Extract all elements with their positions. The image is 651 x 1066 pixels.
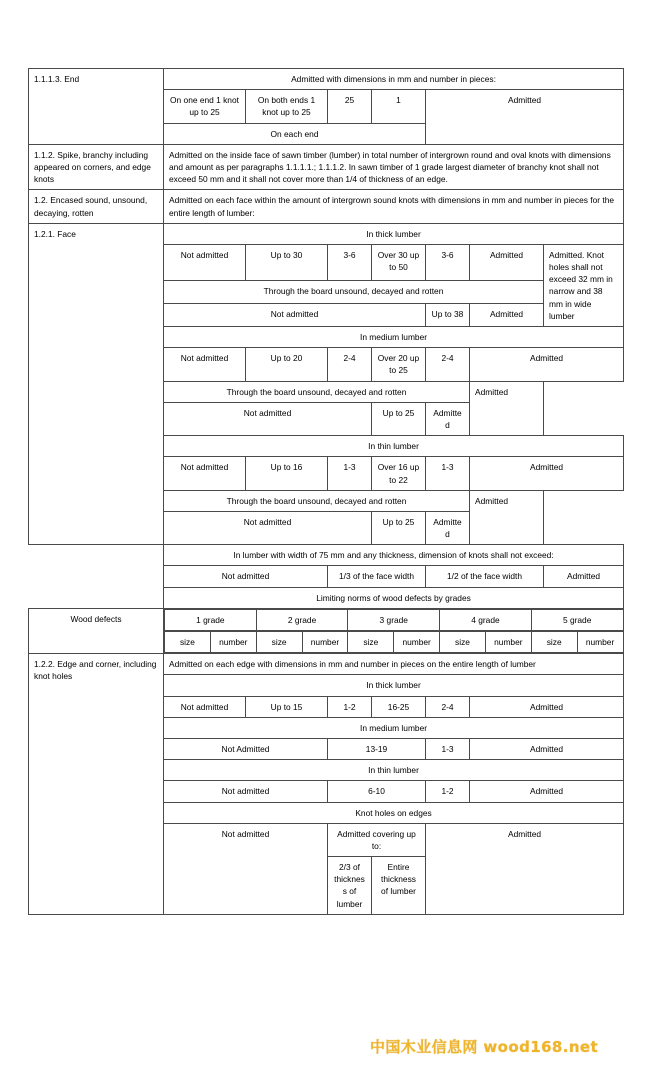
row-label-encased: 1.2. Encased sound, unsound, decaying, rotten <box>29 190 164 223</box>
table-row <box>165 609 624 630</box>
face-medium-4: 2-4 <box>426 348 470 381</box>
table-row <box>29 223 624 244</box>
edge-knotholes-header: Knot holes on edges <box>164 802 624 823</box>
grades-row-wrapper <box>164 608 624 631</box>
edge-knotholes-right: Admitted <box>426 823 624 914</box>
face-thick-through-1: Up to 38 <box>426 304 470 327</box>
edge-thick-header: In thick lumber <box>164 675 624 696</box>
wood-defects-label: Wood defects <box>29 608 164 653</box>
face-thin-0: Not admitted <box>164 457 246 490</box>
edge-medium-1: 13-19 <box>328 738 426 759</box>
edge-knotholes-a: 2/3 of thickness of lumber <box>328 857 372 915</box>
face-thin-3: Over 16 up to 22 <box>372 457 426 490</box>
row-label-face: 1.2.1. Face <box>29 223 164 545</box>
table-row <box>29 587 624 608</box>
edge-thick-5: Admitted <box>470 696 624 717</box>
grade-2: 2 grade <box>256 609 348 630</box>
grade-sub-0: size <box>165 632 211 653</box>
row-label-end: 1.1.1.3. End <box>29 69 164 145</box>
table-row <box>29 654 624 675</box>
encased-description: Admitted on each face within the amount of intergrown sound knots with dimensions in mm and number in pieces for the entire length of lumber: <box>164 190 624 223</box>
grade-sub-2: size <box>256 632 302 653</box>
grade-sub-9: number <box>577 632 623 653</box>
grades-header: Limiting norms of wood defects by grades <box>164 587 624 608</box>
table-row <box>29 190 624 223</box>
face-width75-1: 1/3 of the face width <box>328 566 426 587</box>
table-row <box>29 545 624 566</box>
face-thick-header: In thick lumber <box>164 223 624 244</box>
face-thin-through-1: Up to 25 <box>372 511 426 544</box>
edge-medium-2: 1-3 <box>426 738 470 759</box>
face-label-spacer <box>29 545 164 587</box>
face-medium-through-header: Through the board unsound, decayed and rotten <box>164 381 470 402</box>
edge-knotholes-b: Entire thickness of lumber <box>372 857 426 915</box>
grade-sub-4: size <box>348 632 394 653</box>
site-watermark <box>370 1036 598 1057</box>
edge-knotholes-left: Not admitted <box>164 823 328 914</box>
end-on-each-end: On each end <box>164 123 426 144</box>
grade-4: 4 grade <box>440 609 532 630</box>
face-thin-5: Admitted <box>470 457 624 490</box>
face-medium-through-1: Up to 25 <box>372 402 426 435</box>
end-cell-1: On one end 1 knot up to 25 <box>164 90 246 123</box>
row-label-spike: 1.1.2. Spike, branchy including appeared on corners, and edge knots <box>29 144 164 190</box>
grade-sub-8: size <box>531 632 577 653</box>
edge-thick-2: 1-2 <box>328 696 372 717</box>
edge-medium-3: Admitted <box>470 738 624 759</box>
edge-description: Admitted on each edge with dimensions in mm and number in pieces on the entire length of lumber <box>164 654 624 675</box>
end-cell-4: 1 <box>372 90 426 123</box>
grades-subheader-wrapper <box>164 631 624 654</box>
face-width75-header: In lumber with width of 75 mm and any thickness, dimension of knots shall not exceed: <box>164 545 624 566</box>
face-medium-2: 2-4 <box>328 348 372 381</box>
face-thin-4: 1-3 <box>426 457 470 490</box>
face-thick-knotholes: Admitted. Knot holes shall not exceed 32 mm in narrow and 38 mm in wide lumber <box>544 244 624 326</box>
face-width75-2: 1/2 of the face width <box>426 566 544 587</box>
grade-3: 3 grade <box>348 609 440 630</box>
edge-medium-0: Not Admitted <box>164 738 328 759</box>
face-medium-right: Admitted <box>470 381 544 436</box>
face-thick-through-header: Through the board unsound, decayed and rotten <box>164 281 544 304</box>
face-medium-3: Over 20 up to 25 <box>372 348 426 381</box>
row-label-edge: 1.2.2. Edge and corner, including knot holes <box>29 654 164 915</box>
end-cell-2: On both ends 1 knot up to 25 <box>246 90 328 123</box>
face-thick-0: Not admitted <box>164 244 246 280</box>
edge-thin-0: Not admitted <box>164 781 328 802</box>
edge-thick-0: Not admitted <box>164 696 246 717</box>
grade-5: 5 grade <box>531 609 623 630</box>
face-thin-through-header: Through the board unsound, decayed and rotten <box>164 490 470 511</box>
grades-label-spacer <box>29 587 164 608</box>
face-thin-2: 1-3 <box>328 457 372 490</box>
grade-sub-3: number <box>302 632 348 653</box>
grade-sub-6: size <box>440 632 486 653</box>
edge-thick-1: Up to 15 <box>246 696 328 717</box>
face-medium-0: Not admitted <box>164 348 246 381</box>
face-medium-5: Admitted <box>470 348 624 381</box>
table-row <box>29 608 624 631</box>
face-width75-3: Admitted <box>544 566 624 587</box>
face-medium-1: Up to 20 <box>246 348 328 381</box>
face-width75-0: Not admitted <box>164 566 328 587</box>
edge-thick-3: 16-25 <box>372 696 426 717</box>
edge-thin-header: In thin lumber <box>164 760 624 781</box>
watermark-text: 中国木业信息网 wood168.net <box>370 1038 599 1056</box>
spike-description: Admitted on the inside face of sawn timber (lumber) in total number of intergrown round and oval knots with dimensions and amount as per paragraphs 1.1.1.1.; 1.1.1.2. In sawn timber of 1 grade largest diameter of branchy knot shall not exceed 50 mm and it shall not cover more than 1/4 of thickness of an edge. <box>164 144 624 190</box>
edge-knotholes-covering: Admitted covering up to: <box>328 823 426 856</box>
face-thick-1: Up to 30 <box>246 244 328 280</box>
edge-thin-1: 6-10 <box>328 781 426 802</box>
end-cell-3: 25 <box>328 90 372 123</box>
wood-defects-specification-table <box>28 68 624 915</box>
face-medium-through-0: Not admitted <box>164 402 372 435</box>
grade-sub-1: number <box>210 632 256 653</box>
face-thick-4: 3-6 <box>426 244 470 280</box>
grade-sub-7: number <box>485 632 531 653</box>
face-thin-right: Admitted <box>470 490 544 545</box>
face-thin-header: In thin lumber <box>164 436 624 457</box>
edge-thin-3: Admitted <box>470 781 624 802</box>
face-thin-through-0: Not admitted <box>164 511 372 544</box>
face-medium-through-2: Admitted <box>426 402 470 435</box>
end-header: Admitted with dimensions in mm and number in pieces: <box>164 69 624 90</box>
face-thick-5: Admitted <box>470 244 544 280</box>
face-medium-header: In medium lumber <box>164 327 624 348</box>
edge-medium-header: In medium lumber <box>164 717 624 738</box>
grades-subheader-table <box>164 631 624 653</box>
edge-thin-2: 1-2 <box>426 781 470 802</box>
grade-1: 1 grade <box>165 609 257 630</box>
face-thin-1: Up to 16 <box>246 457 328 490</box>
end-cell-admitted: Admitted <box>426 90 624 145</box>
face-thick-through-0: Not admitted <box>164 304 426 327</box>
table-row <box>29 69 624 90</box>
edge-thick-4: 2-4 <box>426 696 470 717</box>
face-thick-3: Over 30 up to 50 <box>372 244 426 280</box>
table-row <box>165 632 624 653</box>
face-thick-2: 3-6 <box>328 244 372 280</box>
grade-sub-5: number <box>394 632 440 653</box>
grades-table <box>164 609 624 631</box>
face-thick-through-2: Admitted <box>470 304 544 327</box>
face-thin-through-2: Admitted <box>426 511 470 544</box>
table-row <box>29 144 624 190</box>
